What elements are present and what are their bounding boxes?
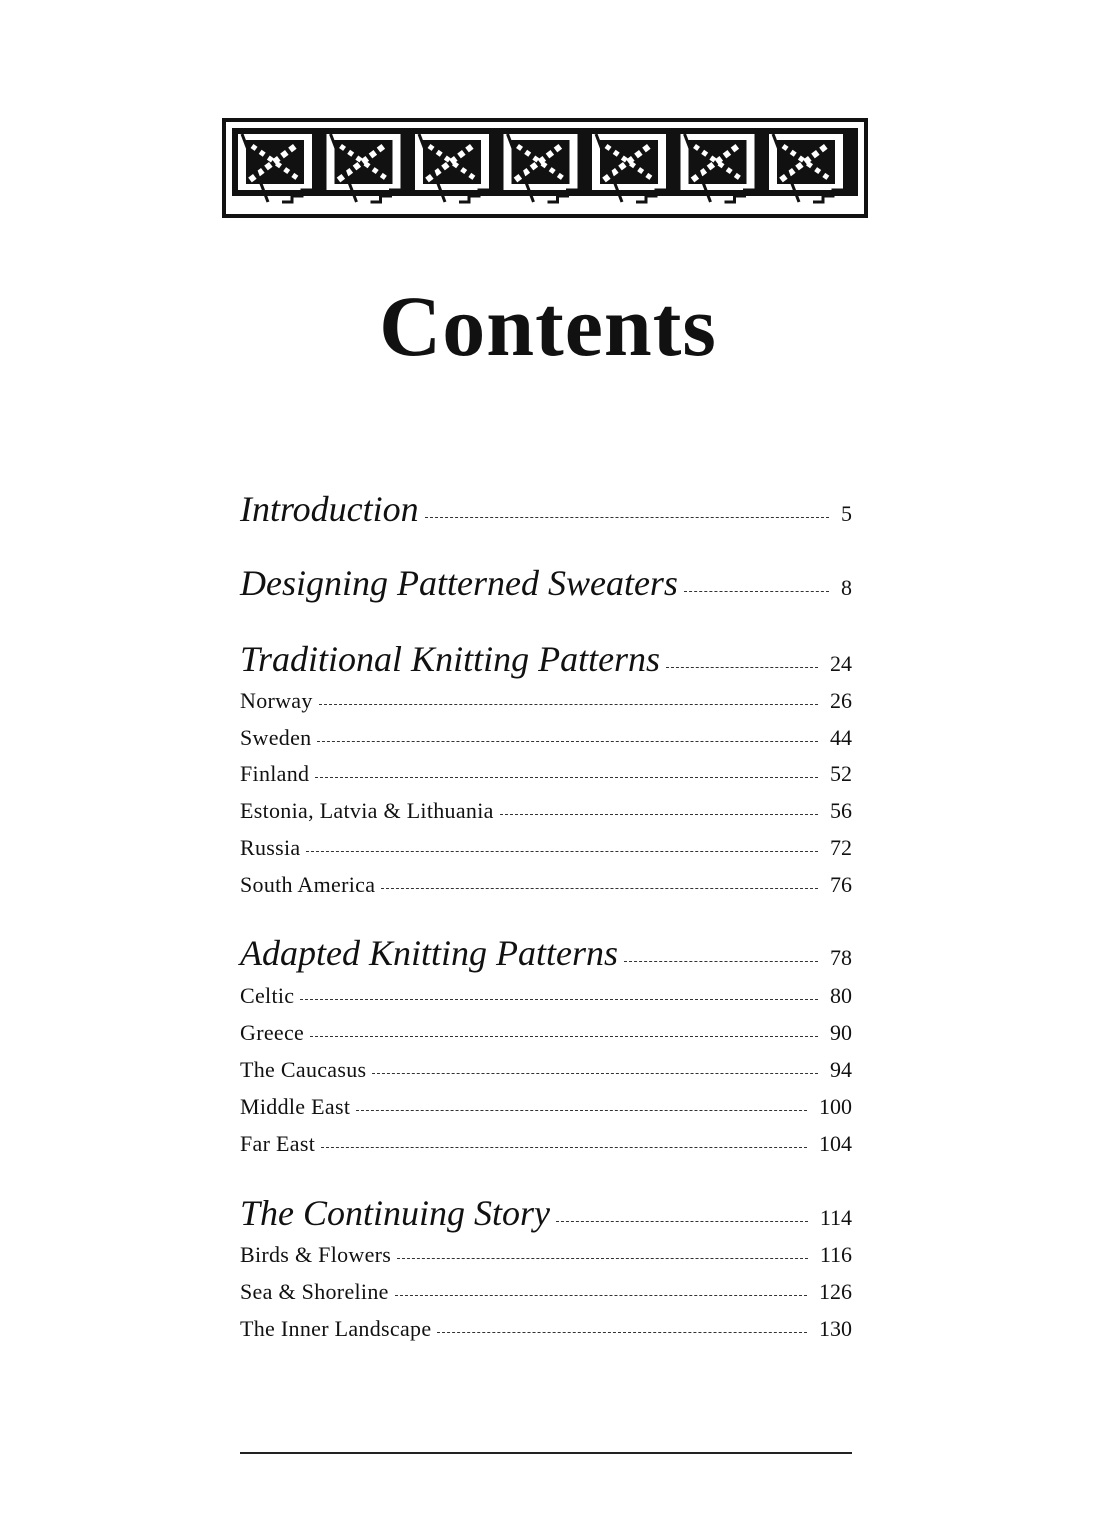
toc-page-number: 90 [830,1020,852,1045]
toc-label: Norway [240,688,313,713]
toc-label: Celtic [240,983,295,1008]
toc-label: Introduction [240,489,419,529]
toc-label: Traditional Knitting Patterns [240,639,661,679]
toc-page-number: 114 [819,1205,852,1230]
toc-entry[interactable] [240,798,852,824]
toc-label: Birds & Flowers [240,1242,392,1267]
toc-label: Greece [240,1020,305,1045]
toc-label: Finland [240,761,310,786]
dot-leader [666,667,818,668]
dot-leader [356,1110,807,1111]
toc-entry[interactable] [240,1057,852,1083]
dot-leader [310,1036,818,1037]
dot-leader [425,517,829,518]
toc-page-number: 78 [830,945,852,970]
toc-entry[interactable] [240,872,852,898]
dot-leader [319,704,818,705]
toc-page-number: 24 [830,651,852,676]
toc-page-number: 8 [841,575,852,600]
toc-page-number: 104 [819,1131,852,1156]
toc-page-number: 116 [819,1242,852,1267]
toc-page-number: 126 [819,1279,852,1304]
toc-page-number: 44 [830,725,852,750]
toc-page-number: 56 [830,798,852,823]
dot-leader [624,961,818,962]
toc-label: Far East [240,1131,316,1156]
toc-entry[interactable] [240,725,852,751]
dot-leader [315,777,818,778]
toc-entry[interactable] [240,983,852,1009]
toc-label: The Caucasus [240,1057,367,1082]
toc-label: Middle East [240,1094,351,1119]
toc-label: Russia [240,835,301,860]
toc-page-number: 5 [841,501,852,526]
toc-page-number: 130 [819,1316,852,1341]
toc-label: Sea & Shoreline [240,1279,389,1304]
dot-leader [321,1147,807,1148]
toc-page-number: 72 [830,835,852,860]
dot-leader [317,741,818,742]
toc-label: Adapted Knitting Patterns [240,933,618,973]
bottom-rule [240,1452,852,1454]
page-title: Contents [379,278,717,374]
dot-leader [684,591,829,592]
toc-page-number: 94 [830,1057,852,1082]
toc-entry[interactable] [240,1279,852,1305]
toc-label: Estonia, Latvia & Lithuania [240,798,494,823]
toc-entry[interactable] [240,1316,852,1342]
toc-label: South America [240,872,376,897]
toc-page-number: 80 [830,983,852,1008]
toc-entry[interactable] [240,761,852,787]
dot-leader [372,1073,818,1074]
dot-leader [500,814,818,815]
toc-entry[interactable] [240,1131,852,1157]
toc-entry[interactable] [240,835,852,861]
dot-leader [300,999,818,1000]
toc-label: The Inner Landscape [240,1316,432,1341]
toc-entry[interactable] [240,1020,852,1046]
toc-label: The Continuing Story [240,1193,551,1233]
toc-section[interactable] [240,932,852,974]
dot-leader [381,888,818,889]
toc-entry[interactable] [240,688,852,714]
toc-page-number: 52 [830,761,852,786]
dot-leader [395,1295,807,1296]
toc-label: Designing Patterned Sweaters [240,563,678,603]
table-of-contents [240,0,852,1526]
toc-section[interactable] [240,488,852,530]
dot-leader [397,1258,808,1259]
toc-page-number: 26 [830,688,852,713]
toc-label: Sweden [240,725,312,750]
dot-leader [556,1221,808,1222]
dot-leader [306,851,818,852]
toc-section[interactable] [240,638,852,680]
dot-leader [437,1332,807,1333]
toc-entry[interactable] [240,1242,852,1268]
toc-page-number: 100 [819,1094,852,1119]
toc-entry[interactable] [240,1094,852,1120]
toc-page-number: 76 [830,872,852,897]
toc-section[interactable] [240,562,852,604]
toc-section[interactable] [240,1192,852,1234]
